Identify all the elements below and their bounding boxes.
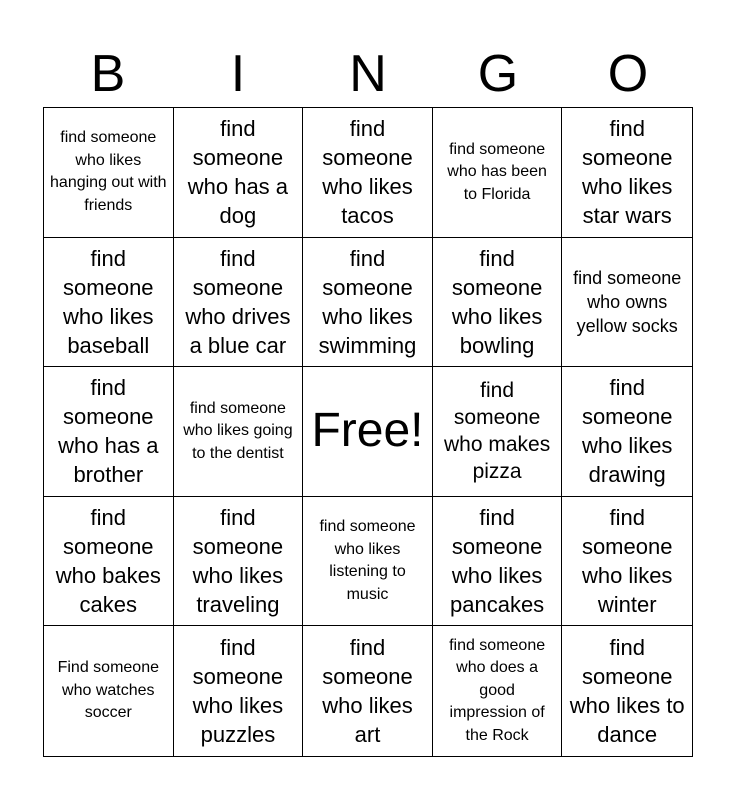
bingo-cell[interactable] <box>562 497 692 627</box>
bingo-cell[interactable] <box>433 367 563 497</box>
header-letter-g: G <box>477 45 519 103</box>
bingo-cell[interactable] <box>433 626 563 756</box>
cell-text: find someone who likes art <box>322 635 413 748</box>
cell-text: find someone who likes tacos <box>322 116 413 229</box>
bingo-cell[interactable] <box>433 108 563 238</box>
cell-text: find someone who likes listening to music <box>319 518 416 603</box>
cell-text: find someone who likes drawing <box>581 375 673 488</box>
cell-text: find someone who likes going to the dentist <box>183 399 293 462</box>
cell-text: find someone who likes bowling <box>451 245 543 358</box>
bingo-header <box>43 40 693 108</box>
bingo-cell[interactable] <box>174 238 304 368</box>
cell-text: Find someone who watches soccer <box>57 659 159 722</box>
bingo-cell[interactable] <box>44 367 174 497</box>
bingo-board <box>43 107 693 757</box>
bingo-cell[interactable] <box>174 367 304 497</box>
cell-text: find someone who bakes cakes <box>55 505 161 618</box>
bingo-cell[interactable] <box>303 626 433 756</box>
bingo-cell[interactable] <box>562 238 692 368</box>
cell-text: find someone who likes star wars <box>581 116 673 229</box>
cell-text: find someone who likes hanging out with friends <box>50 129 167 214</box>
bingo-cell[interactable] <box>44 626 174 756</box>
cell-text: find someone who makes pizza <box>443 379 551 484</box>
bingo-cell[interactable] <box>303 238 433 368</box>
cell-text: find someone who likes pancakes <box>450 505 545 618</box>
bingo-cell[interactable] <box>303 108 433 238</box>
cell-text: find someone who has been to Florida <box>447 140 547 203</box>
cell-text: find someone who likes traveling <box>192 505 284 618</box>
cell-text: find someone who likes puzzles <box>192 635 284 748</box>
cell-text: find someone who likes baseball <box>63 245 154 358</box>
cell-text: find someone who drives a blue car <box>185 245 291 358</box>
bingo-cell[interactable] <box>174 626 304 756</box>
header-letter-b: B <box>90 45 126 103</box>
free-space-cell[interactable] <box>303 367 433 497</box>
bingo-cell[interactable] <box>303 497 433 627</box>
cell-text: find someone who owns yellow socks <box>573 267 682 336</box>
bingo-cell[interactable] <box>433 497 563 627</box>
free-space-text: Free! <box>311 404 424 458</box>
header-letter-o: O <box>607 45 649 103</box>
bingo-cell[interactable] <box>562 626 692 756</box>
bingo-cell[interactable] <box>44 108 174 238</box>
cell-text: find someone who has a dog <box>187 116 289 229</box>
bingo-cell[interactable] <box>433 238 563 368</box>
bingo-cell[interactable] <box>562 367 692 497</box>
bingo-cell[interactable] <box>174 108 304 238</box>
bingo-cell[interactable] <box>44 238 174 368</box>
cell-text: find someone who likes winter <box>581 505 673 618</box>
bingo-cell[interactable] <box>174 497 304 627</box>
header-letter-n: N <box>349 45 387 103</box>
cell-text: find someone who likes to dance <box>569 635 685 748</box>
cell-text: find someone who likes swimming <box>318 245 417 358</box>
header-letter-i: I <box>230 45 246 103</box>
cell-text: find someone who has a brother <box>58 375 159 488</box>
cell-text: find someone who does a good impression of the Rock <box>449 636 546 744</box>
bingo-cell[interactable] <box>44 497 174 627</box>
bingo-cell[interactable] <box>562 108 692 238</box>
